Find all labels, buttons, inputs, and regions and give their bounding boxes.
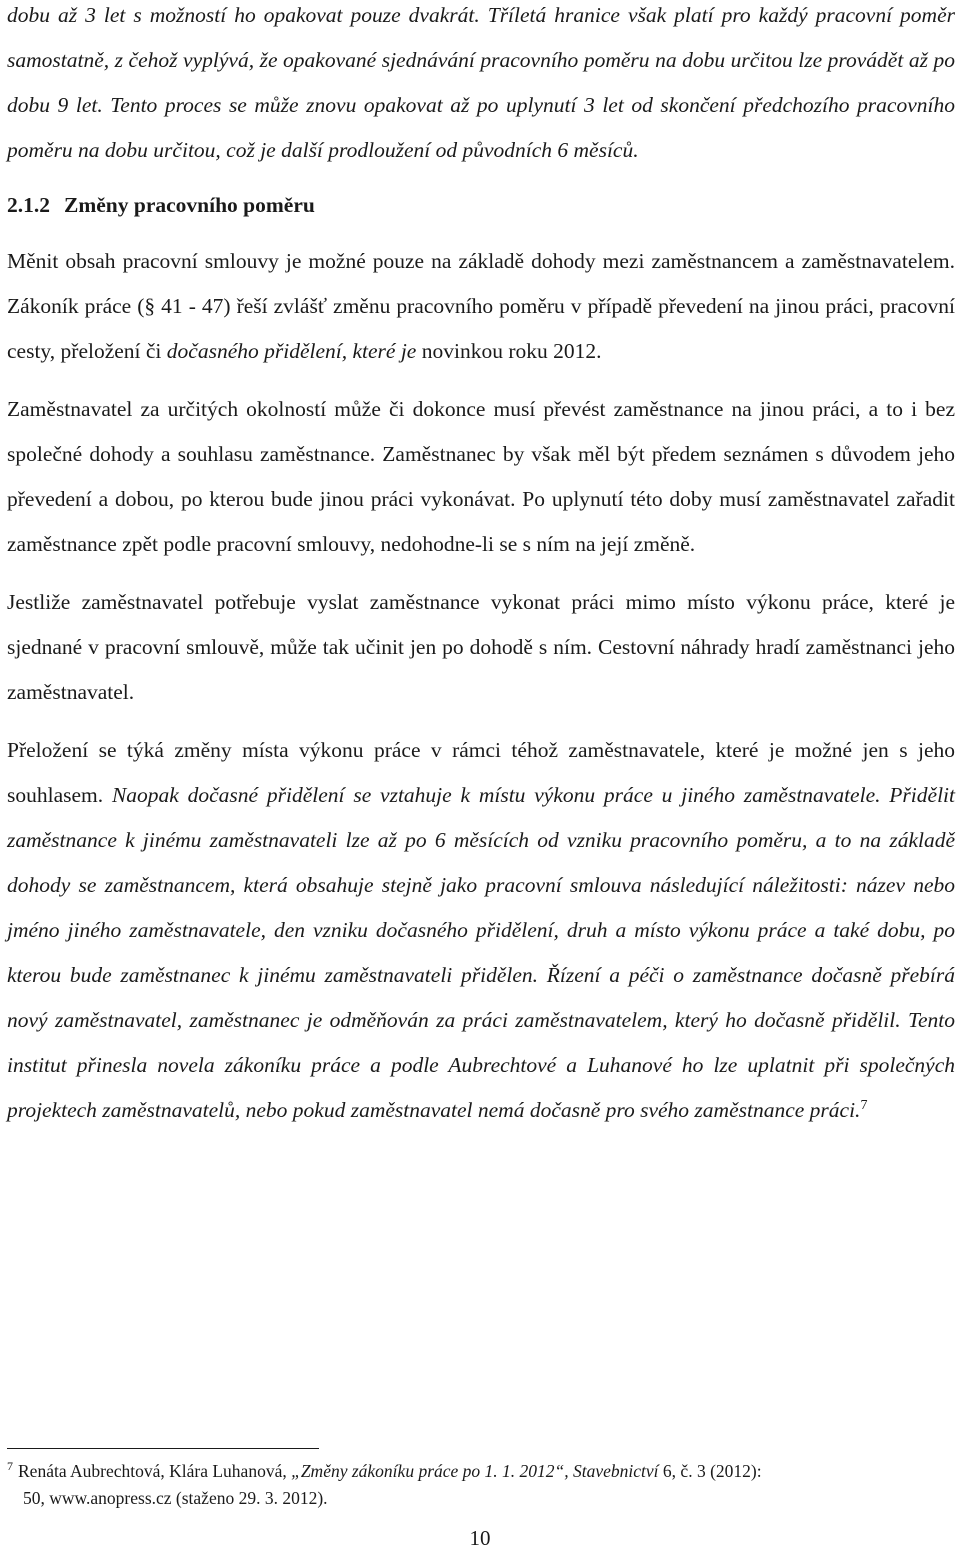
section-title: Změny pracovního poměru [64,193,315,217]
section-number: 2.1.2 [7,193,50,217]
footnote-authors: Renáta Aubrechtová, Klára Luhanová, [18,1461,292,1481]
paragraph-relocation-italic: Naopak dočasné přidělení se vztahuje k místu výkonu práce u jiného zaměstnavatele. Přidělit zaměstnance k jinému zaměstnavateli lze až po 6 měsících od vzniku pracovního poměru, a to na základě dohody se zaměstnancem, která obsahuje stejně jako pracovní smlouva následující náležitosti: název nebo jméno jiného zaměstnavatele, den vzniku dočasného přidělení, druh a místo výkonu práce a také dobu, po kterou bude zaměstnanec k jinému zaměstnavateli přidělen. Řízení a péči o zaměstnance dočasně přebírá nový zaměstnavatel, zaměstnanec je odměňován za práci zaměstnavatelem, který ho dočasně přidělil. Tento institut přinesla novela zákoníku práce a podle Aubrechtové a Luhanové ho lze uplatnit při společných projektech zaměstnavatelů, nebo pokud zaměstnavatel nemá dočasně pro svého zaměstnance práci. [7,783,955,1122]
footnote-source: 50, www.anopress.cz (staženo 29. 3. 2012). [23,1488,328,1508]
intro-paragraph [7,0,955,173]
footnote-line-1 [7,1458,955,1485]
footnote [7,1458,955,1512]
footnote-title: „Změny zákoníku práce po 1. 1. 2012“, Stavebnictví [291,1461,659,1481]
intro-text-rest: Tříletá hranice však platí pro každý pracovní poměr samostatně, z čehož vyplývá, že opakované sjednávání pracovního poměru na dobu určitou lze provádět až po dobu 9 let. Tento proces se může znovu opakovat až po uplynutí 3 let od skončení předchozího pracovního poměru na dobu určitou, což je další prodloužení od původních 6 měsíců. [7,3,955,162]
footnote-reference[interactable]: 7 [860,1098,868,1113]
document-page [7,0,955,1133]
paragraph-relocation-text: Přeložení se týká změny místa výkonu práce v rámci téhož zaměstnavatele, které je možné jen s jeho souhlasem. [7,738,955,807]
page-number: 10 [469,1526,491,1550]
paragraph-transfer: Zaměstnavatel za určitých okolností může či dokonce musí převést zaměstnance na jinou práci, a to i bez společné dohody a souhlasu zaměstnance. Zaměstnanec by však měl být předem seznámen s důvodem jeho převedení a dobou, po kterou bude jinou práci vykonávat. Po uplynutí této doby musí zaměstnavatel zařadit zaměstnance zpět podle pracovní smlouvy, nedohodne-li se s ním na její změně. [7,397,955,556]
paragraph-changes [7,239,955,374]
section-heading [7,183,955,228]
paragraph-changes-end: novinkou roku 2012. [416,339,602,363]
footnote-divider [7,1448,319,1449]
paragraph-business-trip: Jestliže zaměstnavatel potřebuje vyslat zaměstnance vykonat práci mimo místo výkonu práce, které je sjednané v pracovní smlouvě, může tak učinit jen po dohodě s ním. Cestovní náhrady hradí zaměstnanci jeho zaměstnavatel. [7,590,955,704]
paragraph-relocation [7,728,955,1133]
footnote-issue: 6, č. 3 (2012): [658,1461,762,1481]
footnote-number: 7 [7,1459,13,1473]
intro-text-start: dobu až 3 let s možností ho opakovat pouze dvakrát. [7,3,480,27]
paragraph-changes-italic: dočasného přidělení, které je [166,339,417,363]
paragraph-changes-text: Měnit obsah pracovní smlouvy je možné pouze na základě dohody mezi zaměstnancem a zaměstnavatelem. Zákoník práce (§ 41 - 47) řeší zvlášť změnu pracovního poměru v případě převedení na jinou práci, pracovní cesty, přeložení či [7,249,955,363]
